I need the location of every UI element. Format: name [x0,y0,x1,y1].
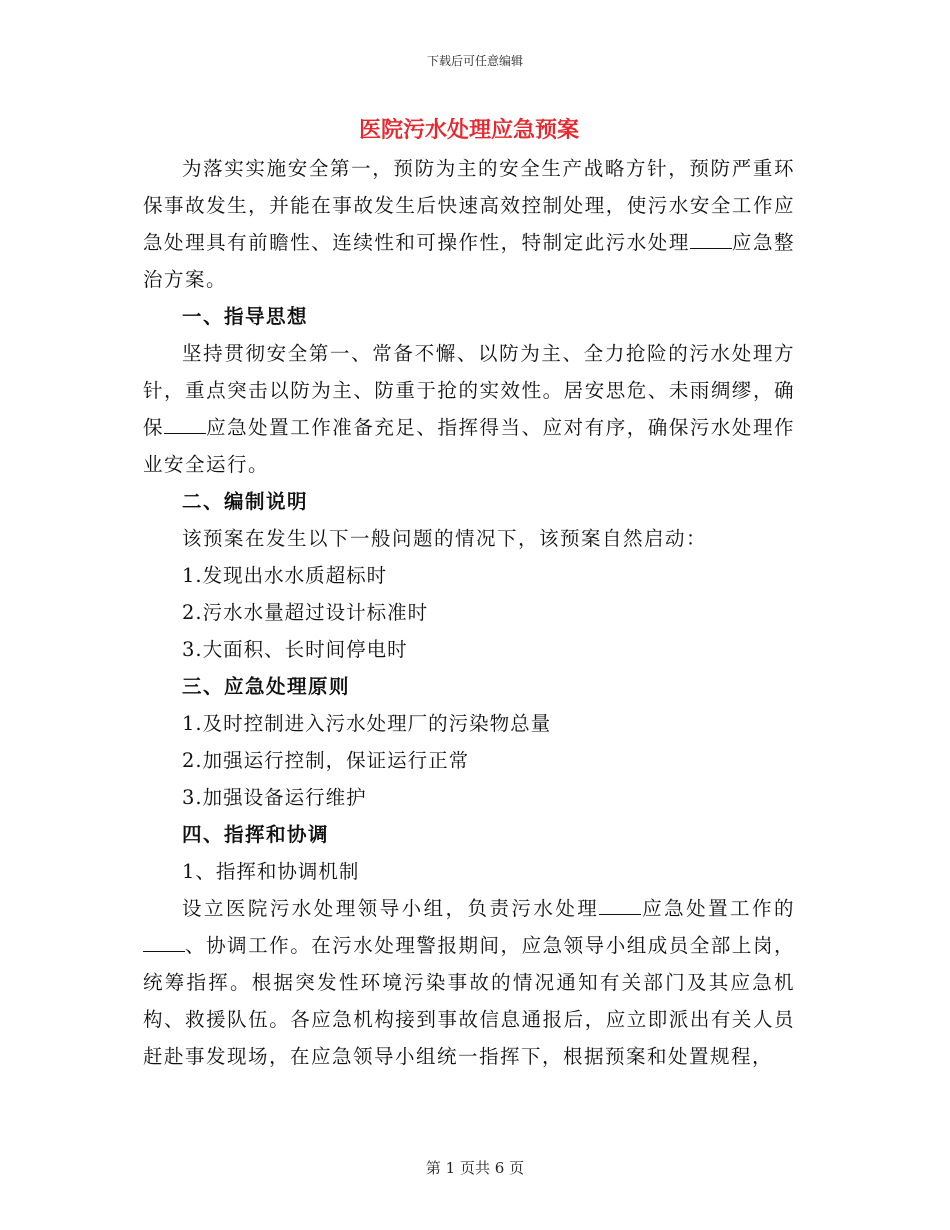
section-heading-command: 四、指挥和协调 [182,823,330,846]
document-body [143,110,795,1075]
guiding-paragraph [143,335,795,483]
section-heading-compilation: 二、编制说明 [182,490,309,513]
list-item: 1.及时控制进入污水处理厂的污染物总量 [182,712,552,735]
subheading-mechanism: 1、指挥和协调机制 [182,860,360,883]
section-heading-guiding: 一、指导思想 [182,305,309,328]
list-item: 1.发现出水水质超标时 [182,564,388,587]
list-item: 2.污水水量超过设计标准时 [182,601,429,624]
command-text-1: 设立医院污水处理领导小组，负责污水处理 [182,897,600,920]
fill-blank [164,415,206,434]
fill-blank [599,896,641,915]
intro-paragraph [143,150,795,298]
page-header: 下载后可任意编辑 [426,54,523,68]
document-title: 医院污水处理应急预案 [358,117,579,143]
command-text-2: 应急处置工作的 [641,897,795,920]
list-item: 2.加强运行控制，保证运行正常 [182,749,470,772]
guiding-text-1: 坚持贯彻安全第一、常备不懈、以防为主、全力抢险的污水处理方针，重点突击以防为主、防重于抢的实效性。居安思危、未雨绸缪，确保 [143,342,795,439]
list-item: 3.加强设备运行维护 [182,786,367,809]
compilation-intro: 该预案在发生以下一般问题的情况下，该预案自然启动： [182,527,708,550]
intro-text-2: 应急整治方案。 [143,231,795,291]
command-paragraph [143,890,795,1075]
intro-text-1: 为落实实施安全第一，预防为主的安全生产战略方针，预防严重环保事故发生，并能在事故发生后快速高效控制处理，使污水安全工作应急处理具有前瞻性、连续性和可操作性，特制定此污水处理 [143,157,795,254]
command-text-3: 、协调工作。在污水处理警报期间，应急领导小组成员全部上岗，统筹指挥。根据突发性环境污染事故的情况通知有关部门及其应急机构、救援队伍。各应急机构接到事故信息通报后，应立即派出有关人员赶赴事发现场，在应急领导小组统一指挥下，根据预案和处置规程， [143,934,795,1068]
fill-blank [690,230,732,249]
guiding-text-2: 应急处置工作准备充足、指挥得当、应对有序，确保污水处理作业安全运行。 [143,416,795,476]
page-footer: 第 1 页共 6 页 [425,1159,525,1177]
list-item: 3.大面积、长时间停电时 [182,638,408,661]
fill-blank [143,933,185,952]
section-heading-principles: 三、应急处理原则 [182,675,351,698]
